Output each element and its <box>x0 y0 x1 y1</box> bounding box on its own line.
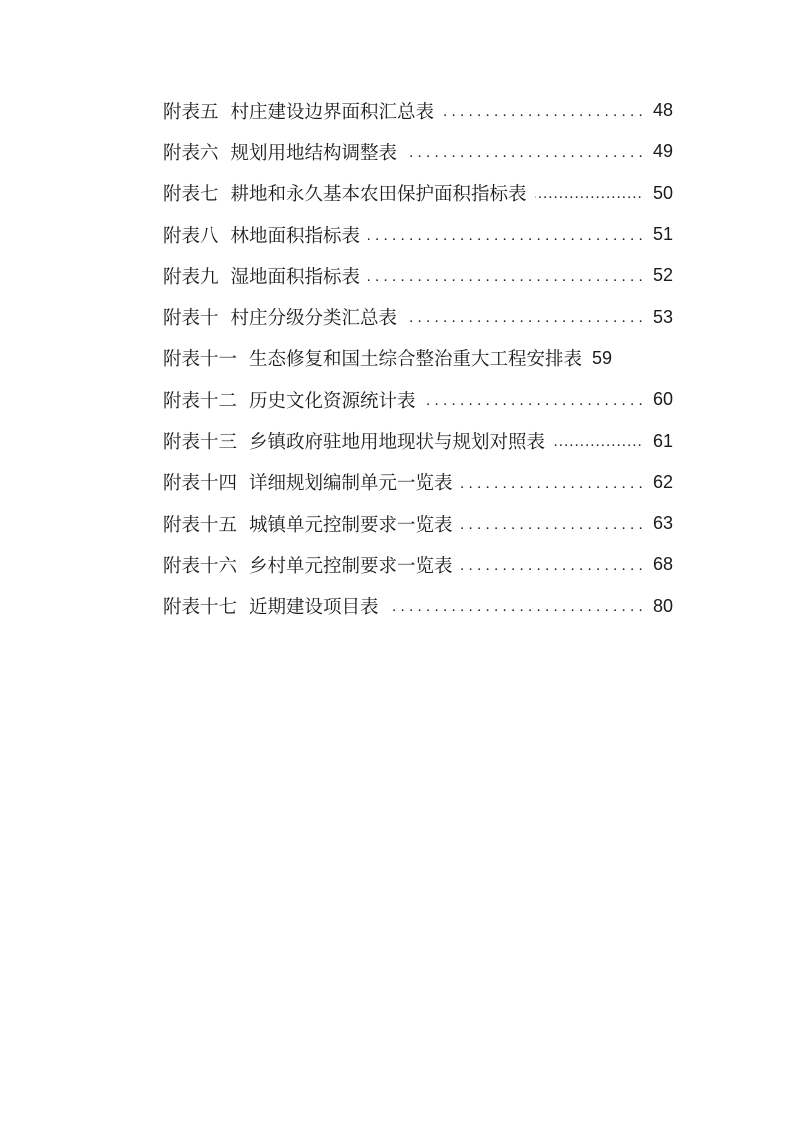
entry-label: 附表十四 <box>163 473 238 495</box>
entry-label: 附表十五 <box>163 514 238 536</box>
dot-leader <box>405 308 643 327</box>
dot-leader <box>405 143 643 162</box>
entry-page-number: 61 <box>652 430 673 451</box>
toc-entry[interactable] <box>163 420 673 461</box>
entry-page-number: 48 <box>652 100 673 121</box>
entry-title: 城镇单元控制要求一览表 <box>249 514 453 536</box>
entry-label: 附表九 <box>163 266 219 288</box>
dot-leader <box>424 390 643 409</box>
entry-title: 乡村单元控制要求一览表 <box>249 555 453 577</box>
entry-title: 村庄建设边界面积汇总表 <box>230 101 435 123</box>
toc-entry[interactable] <box>163 586 673 627</box>
entry-page-number: 63 <box>652 513 673 534</box>
toc-entry[interactable] <box>163 90 673 131</box>
entry-title: 生态修复和国土综合整治重大工程安排表 <box>249 349 583 371</box>
toc-entry[interactable] <box>163 503 673 544</box>
entry-title: 湿地面积指标表 <box>230 266 361 288</box>
dot-leader <box>387 597 643 616</box>
dot-leader <box>461 514 643 533</box>
toc-entry[interactable] <box>163 214 673 255</box>
toc-entry[interactable] <box>163 296 673 337</box>
toc-entry[interactable] <box>163 173 673 214</box>
dot-leader <box>442 101 643 120</box>
table-of-contents <box>163 90 673 627</box>
entry-page-number: 80 <box>652 595 673 616</box>
entry-label: 附表五 <box>163 101 219 123</box>
entry-label: 附表十 <box>163 308 219 330</box>
entry-page-number: 52 <box>652 265 673 286</box>
dot-leader <box>368 267 643 286</box>
entry-title: 耕地和永久基本农田保护面积指标表 <box>230 184 527 206</box>
entry-page-number: 51 <box>652 224 673 245</box>
entry-label: 附表六 <box>163 142 219 164</box>
entry-title: 林地面积指标表 <box>230 225 361 247</box>
entry-title: 历史文化资源统计表 <box>249 390 416 412</box>
entry-label: 附表十七 <box>163 597 238 619</box>
entry-title: 村庄分级分类汇总表 <box>230 308 398 330</box>
entry-label: 附表十六 <box>163 555 238 577</box>
entry-label: 附表十二 <box>163 390 238 412</box>
entry-page-number: 53 <box>652 306 673 327</box>
dot-leader <box>461 556 643 575</box>
toc-entry[interactable] <box>163 462 673 503</box>
toc-entry[interactable] <box>163 544 673 585</box>
entry-label: 附表十三 <box>163 432 238 454</box>
toc-entry[interactable] <box>163 131 673 172</box>
entry-label: 附表七 <box>163 184 219 206</box>
entry-page-number: 49 <box>652 141 673 162</box>
dot-leader <box>553 432 643 451</box>
toc-entry[interactable] <box>163 379 673 420</box>
entry-title: 近期建设项目表 <box>249 597 379 619</box>
toc-entry[interactable] <box>163 255 673 296</box>
entry-page-number: 50 <box>652 182 673 203</box>
entry-page-number: 62 <box>652 471 673 492</box>
entry-page-number: 68 <box>652 554 673 575</box>
dot-leader <box>461 473 643 492</box>
entry-label: 附表十一 <box>163 349 238 371</box>
dot-leader <box>535 184 643 203</box>
dot-leader <box>368 225 643 244</box>
entry-page-number: 59 <box>592 347 613 368</box>
entry-page-number: 60 <box>652 389 673 410</box>
entry-title: 乡镇政府驻地用地现状与规划对照表 <box>249 432 546 454</box>
entry-title: 详细规划编制单元一览表 <box>249 473 453 495</box>
entry-title: 规划用地结构调整表 <box>230 142 398 164</box>
toc-entry[interactable] <box>163 338 673 379</box>
entry-label: 附表八 <box>163 225 219 247</box>
